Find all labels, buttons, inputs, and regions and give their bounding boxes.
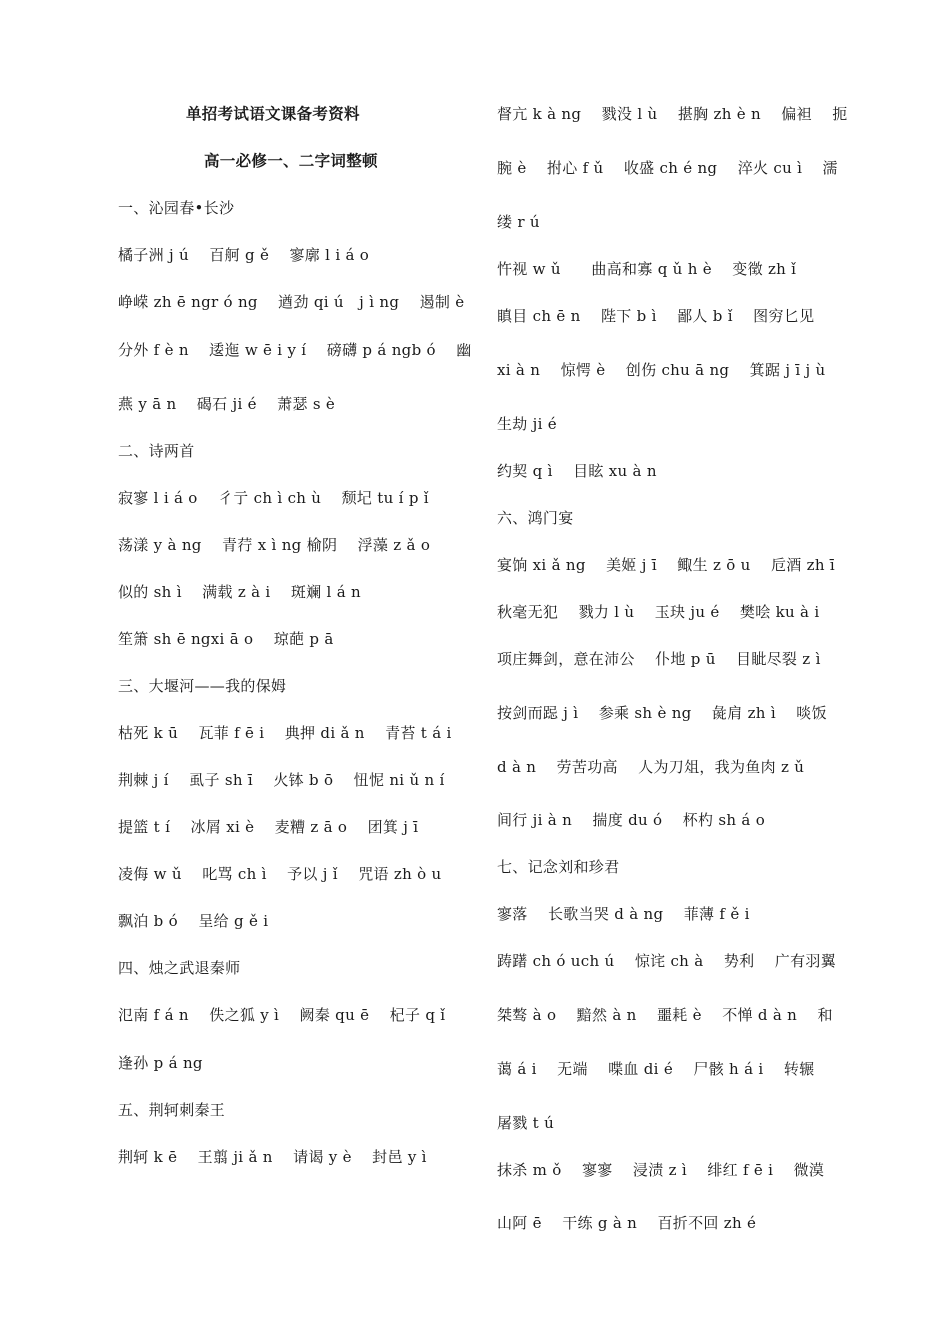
section-heading-1: 一、沁园春•长沙 <box>118 199 235 217</box>
text-line: 山阿 ē 干练 g à n 百折不回 zh é <box>497 1214 757 1232</box>
text-line: 秋毫无犯 戮力 l ù 玉玦 ju é 樊哙 ku à i <box>497 603 820 621</box>
text-line: 腕 è 拊心 f ǔ 收盛 ch é ng 淬火 cu ì 濡 <box>497 159 838 177</box>
text-line: 缕 r ú <box>497 213 540 231</box>
document-subtitle: 高一必修一、二字词整顿 <box>204 151 378 170</box>
text-line: 荡漾 y à ng 青荇 x ì ng 榆阴 浮藻 z ǎ o <box>118 536 431 554</box>
section-heading-3: 三、大堰河——我的保姆 <box>118 677 287 695</box>
text-line: 屠戮 t ú <box>497 1114 555 1132</box>
text-line: 项庄舞剑，意在沛公 仆地 p ū 目眦尽裂 z ì <box>497 650 821 668</box>
section-heading-6: 六、鸿门宴 <box>497 509 574 527</box>
text-line: 桀骜 à o 黯然 à n 噩耗 è 不惮 d à n 和 <box>497 1006 833 1024</box>
text-line: 生劫 ji é <box>497 415 557 433</box>
text-line: 约契 q ì 目眩 xu à n <box>497 462 657 480</box>
text-line: 宴饷 xi ǎ ng 美姬 j ī 鲰生 z ō u 卮酒 zh ī <box>497 556 835 574</box>
text-line: 凌侮 w ǔ 叱骂 ch ì 予以 j ǐ 咒语 zh ò u <box>118 865 442 883</box>
text-line: 寂寥 l i á o 彳亍 ch ì ch ù 颓圮 tu í p ǐ <box>118 489 429 507</box>
section-heading-2: 二、诗两首 <box>118 442 195 460</box>
text-line: 间行 ji à n 揣度 du ó 杯杓 sh á o <box>497 811 766 829</box>
text-line: 逢孙 p á ng <box>118 1054 203 1072</box>
section-heading-7: 七、记念刘和珍君 <box>497 858 620 876</box>
text-line: 燕 y ā n 碣石 ji é 萧瑟 s è <box>118 395 336 413</box>
text-line: 寥落 长歌当哭 d à ng 菲薄 f ě i <box>497 905 750 923</box>
text-line: 按剑而跽 j ì 参乘 sh è ng 彘肩 zh ì 啖饭 <box>497 704 827 722</box>
text-line: 荆轲 k ē 王翦 ji ǎ n 请谒 y è 封邑 y ì <box>118 1148 427 1166</box>
text-line: 踌躇 ch ó uch ú 惊诧 ch à 势利 广有羽翼 <box>497 952 836 970</box>
text-line: 峥嵘 zh ē ngr ó ng 遒劲 qi ú j ì ng 遏制 è <box>118 293 465 311</box>
text-line: d à n 劳苦功高 人为刀俎，我为鱼肉 z ǔ <box>497 758 805 776</box>
text-line: 荆棘 j í 虱子 sh ī 火钵 b ō 忸怩 ni ǔ n í <box>118 771 445 789</box>
text-line: 氾南 f á n 佚之狐 y ì 阙秦 qu ē 杞子 q ǐ <box>118 1006 446 1024</box>
section-heading-5: 五、荆轲刺秦王 <box>118 1101 226 1119</box>
text-line: 瞋目 ch ē n 陛下 b ì 鄙人 b ǐ 图穷匕见 <box>497 307 815 325</box>
text-line: 笙箫 sh ē ngxi ā o 琼葩 p ā <box>118 630 334 648</box>
text-line: 似的 sh ì 满载 z à i 斑斓 l á n <box>118 583 361 601</box>
text-line: 提篮 t í 冰屑 xi è 麦糟 z ā o 团箕 j ī <box>118 818 419 836</box>
text-line: 橘子洲 j ú 百舸 g ě 寥廓 l i á o <box>118 246 370 264</box>
text-line: 飘泊 b ó 呈给 g ě i <box>118 912 269 930</box>
text-line: 蔼 á i 无端 喋血 di é 尸骸 h á i 转辗 <box>497 1060 815 1078</box>
text-line: 督亢 k à ng 戮没 l ù 揕胸 zh è n 偏袒 扼 <box>497 105 848 123</box>
document-title: 单招考试语文课备考资料 <box>186 104 360 123</box>
text-line: xi à n 惊愕 è 创伤 chu ā ng 箕踞 j ī j ù <box>497 361 826 379</box>
text-line: 枯死 k ū 瓦菲 f ē i 典押 di ǎ n 青苔 t á i <box>118 724 452 742</box>
text-line: 抹杀 m ǒ 寥寥 浸渍 z ì 绯红 f ē i 微漠 <box>497 1161 825 1179</box>
text-line: 忤视 w ǔ 曲高和寡 q ǔ h è 变徵 zh ǐ <box>497 260 797 278</box>
text-line: 分外 f è n 逶迤 w ē i y í 磅礴 p á ngb ó 幽 <box>118 341 472 359</box>
section-heading-4: 四、烛之武退秦师 <box>118 959 241 977</box>
